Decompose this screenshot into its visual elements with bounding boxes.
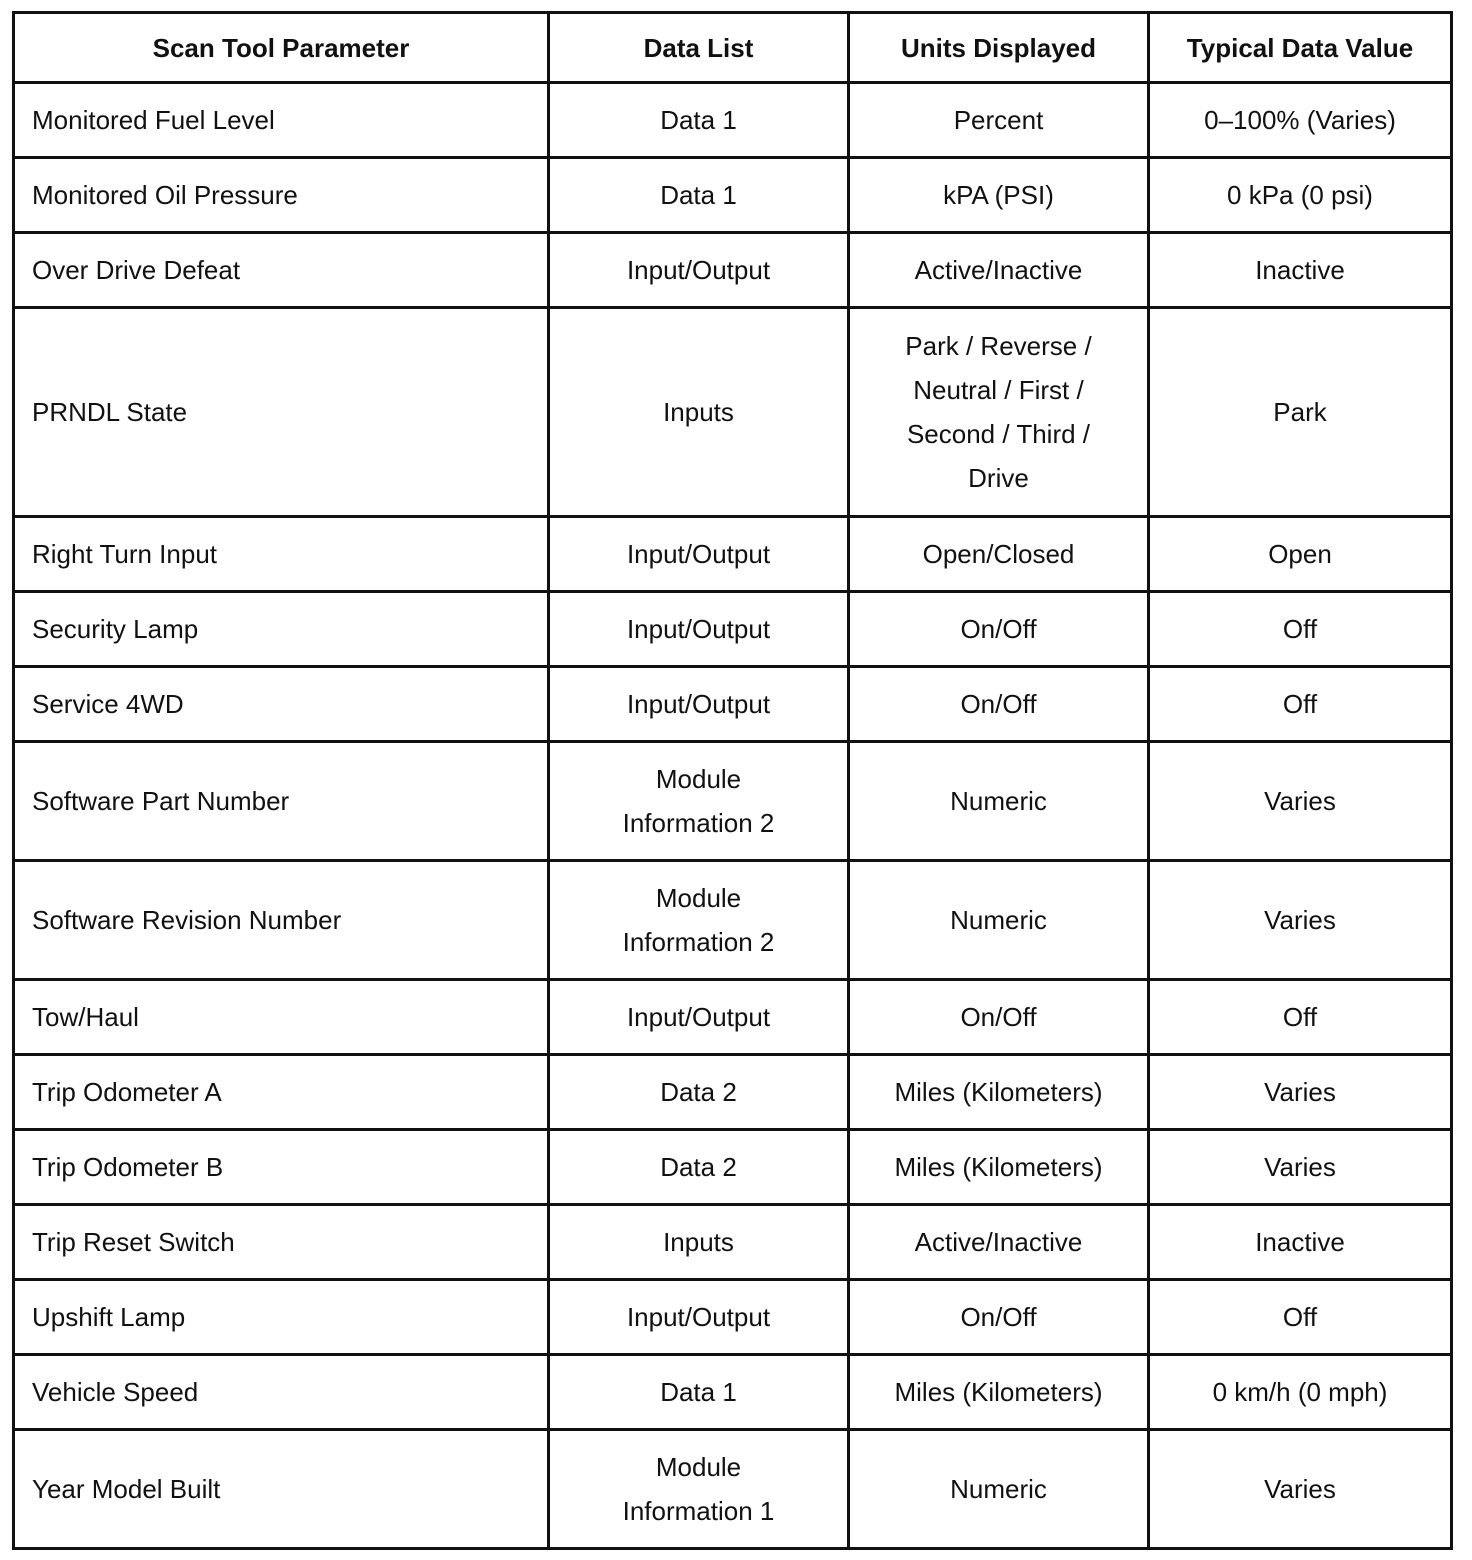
table-row bbox=[14, 83, 1452, 158]
cell-data-list: Input/Output bbox=[549, 233, 849, 308]
cell-parameter: Software Revision Number bbox=[14, 861, 549, 980]
table-row bbox=[14, 861, 1452, 980]
cell-data-list: Input/Output bbox=[549, 980, 849, 1055]
cell-units: Numeric bbox=[849, 742, 1149, 861]
cell-units bbox=[849, 308, 1149, 517]
cell-units: Active/Inactive bbox=[849, 233, 1149, 308]
cell-units: Miles (Kilometers) bbox=[849, 1130, 1149, 1205]
cell-typical-value: Off bbox=[1149, 1280, 1452, 1355]
table-row bbox=[14, 742, 1452, 861]
cell-typical-value: Off bbox=[1149, 667, 1452, 742]
data-list-multiline-text: Module Information 2 bbox=[622, 883, 775, 957]
table-row bbox=[14, 1280, 1452, 1355]
cell-units: Numeric bbox=[849, 861, 1149, 980]
cell-units: Numeric bbox=[849, 1430, 1149, 1549]
cell-units: Active/Inactive bbox=[849, 1205, 1149, 1280]
table-header-row bbox=[14, 13, 1452, 83]
table-row bbox=[14, 1355, 1452, 1430]
cell-data-list: Input/Output bbox=[549, 592, 849, 667]
cell-parameter: Over Drive Defeat bbox=[14, 233, 549, 308]
cell-data-list: Input/Output bbox=[549, 517, 849, 592]
cell-data-list: Data 2 bbox=[549, 1055, 849, 1130]
cell-typical-value: Varies bbox=[1149, 742, 1452, 861]
header-scan-tool-parameter: Scan Tool Parameter bbox=[14, 13, 549, 83]
cell-data-list: Inputs bbox=[549, 1205, 849, 1280]
cell-units: Open/Closed bbox=[849, 517, 1149, 592]
cell-typical-value: Inactive bbox=[1149, 233, 1452, 308]
table-row bbox=[14, 517, 1452, 592]
cell-typical-value: Off bbox=[1149, 592, 1452, 667]
cell-units: On/Off bbox=[849, 980, 1149, 1055]
table-row bbox=[14, 233, 1452, 308]
cell-units: On/Off bbox=[849, 592, 1149, 667]
cell-parameter: PRNDL State bbox=[14, 308, 549, 517]
cell-units: Miles (Kilometers) bbox=[849, 1055, 1149, 1130]
table-row bbox=[14, 158, 1452, 233]
table-row bbox=[14, 1205, 1452, 1280]
cell-data-list: Data 1 bbox=[549, 1355, 849, 1430]
cell-data-list bbox=[549, 742, 849, 861]
data-list-multiline-text: Module Information 2 bbox=[622, 764, 775, 838]
cell-typical-value: Varies bbox=[1149, 1430, 1452, 1549]
cell-data-list bbox=[549, 1430, 849, 1549]
table-row bbox=[14, 308, 1452, 517]
cell-parameter: Software Part Number bbox=[14, 742, 549, 861]
cell-parameter: Upshift Lamp bbox=[14, 1280, 549, 1355]
cell-typical-value: Open bbox=[1149, 517, 1452, 592]
cell-typical-value: 0 kPa (0 psi) bbox=[1149, 158, 1452, 233]
table-row bbox=[14, 980, 1452, 1055]
units-multiline-text: Park / Reverse / Neutral / First / Second / Third / Drive bbox=[905, 331, 1092, 493]
header-units-displayed: Units Displayed bbox=[849, 13, 1149, 83]
cell-parameter: Service 4WD bbox=[14, 667, 549, 742]
cell-typical-value: Inactive bbox=[1149, 1205, 1452, 1280]
cell-units: On/Off bbox=[849, 667, 1149, 742]
cell-units: On/Off bbox=[849, 1280, 1149, 1355]
cell-parameter: Tow/Haul bbox=[14, 980, 549, 1055]
cell-data-list: Data 1 bbox=[549, 158, 849, 233]
header-typical-data-value: Typical Data Value bbox=[1149, 13, 1452, 83]
cell-typical-value: Off bbox=[1149, 980, 1452, 1055]
cell-parameter: Trip Odometer A bbox=[14, 1055, 549, 1130]
cell-parameter: Monitored Fuel Level bbox=[14, 83, 549, 158]
table-row bbox=[14, 1430, 1452, 1549]
cell-typical-value: 0 km/h (0 mph) bbox=[1149, 1355, 1452, 1430]
cell-units: kPA (PSI) bbox=[849, 158, 1149, 233]
cell-parameter: Monitored Oil Pressure bbox=[14, 158, 549, 233]
table-row bbox=[14, 1055, 1452, 1130]
cell-data-list: Input/Output bbox=[549, 1280, 849, 1355]
cell-parameter: Right Turn Input bbox=[14, 517, 549, 592]
cell-data-list: Data 1 bbox=[549, 83, 849, 158]
cell-parameter: Trip Odometer B bbox=[14, 1130, 549, 1205]
cell-parameter: Year Model Built bbox=[14, 1430, 549, 1549]
cell-typical-value: Varies bbox=[1149, 861, 1452, 980]
cell-typical-value: 0–100% (Varies) bbox=[1149, 83, 1452, 158]
cell-typical-value: Varies bbox=[1149, 1130, 1452, 1205]
header-data-list: Data List bbox=[549, 13, 849, 83]
cell-data-list: Data 2 bbox=[549, 1130, 849, 1205]
cell-data-list: Inputs bbox=[549, 308, 849, 517]
cell-data-list: Input/Output bbox=[549, 667, 849, 742]
scan-tool-data-table bbox=[12, 11, 1453, 1550]
data-list-multiline-text: Module Information 1 bbox=[622, 1452, 775, 1526]
table-row bbox=[14, 592, 1452, 667]
cell-parameter: Security Lamp bbox=[14, 592, 549, 667]
cell-units: Miles (Kilometers) bbox=[849, 1355, 1149, 1430]
cell-parameter: Trip Reset Switch bbox=[14, 1205, 549, 1280]
table-row bbox=[14, 1130, 1452, 1205]
cell-data-list bbox=[549, 861, 849, 980]
table-row bbox=[14, 667, 1452, 742]
cell-units: Percent bbox=[849, 83, 1149, 158]
scan-tool-data-table-container bbox=[12, 11, 1450, 1550]
cell-typical-value: Varies bbox=[1149, 1055, 1452, 1130]
cell-typical-value: Park bbox=[1149, 308, 1452, 517]
cell-parameter: Vehicle Speed bbox=[14, 1355, 549, 1430]
